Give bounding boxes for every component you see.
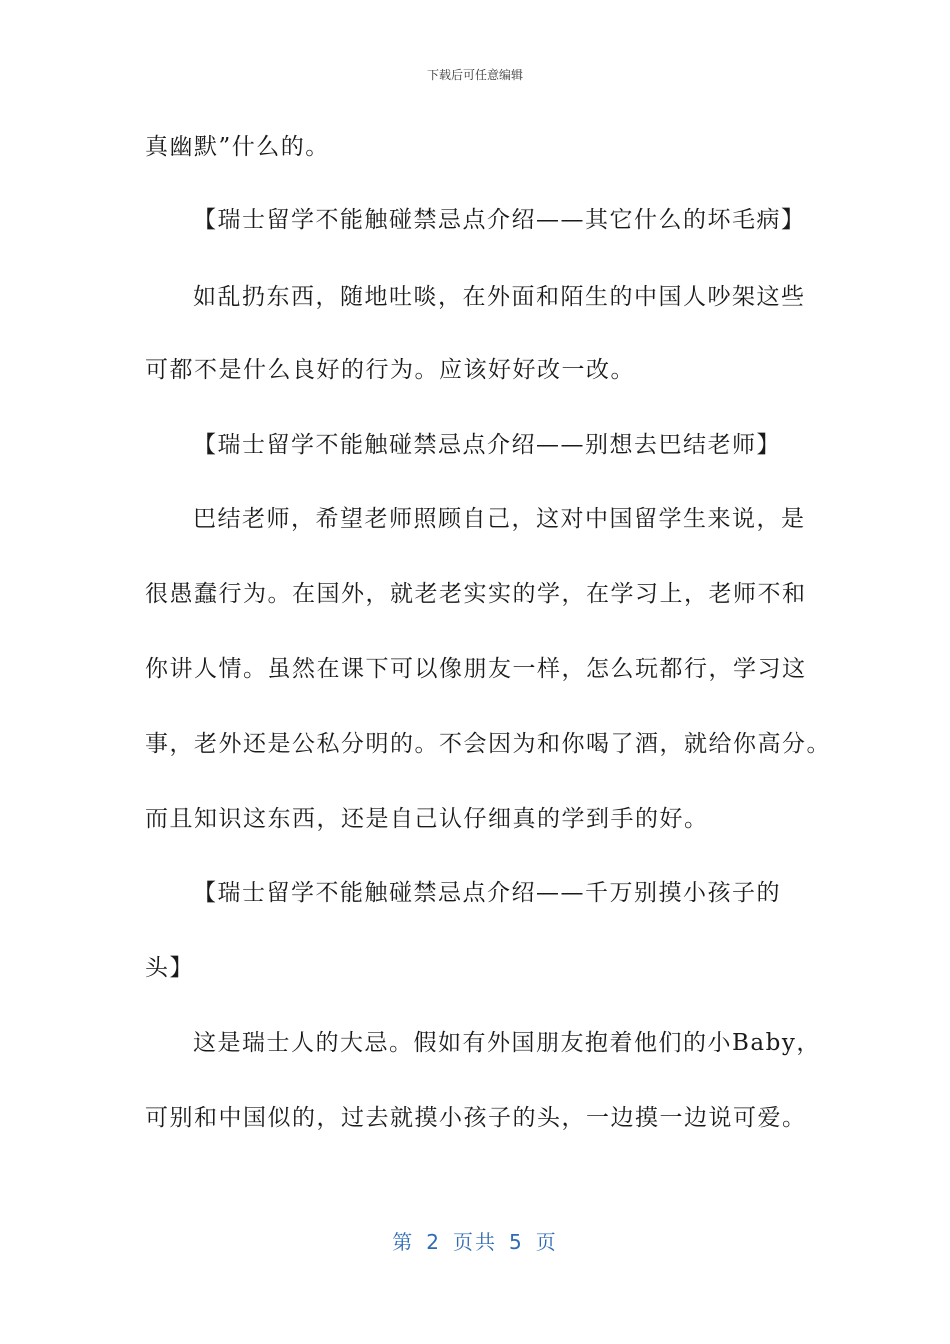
page-footer: [0, 1226, 950, 1255]
footer-total-pages: 5: [509, 1230, 524, 1254]
footer-page-number: 2: [426, 1230, 441, 1254]
section-heading: 【瑞士留学不能触碰禁忌点介绍——千万别摸小孩子的: [193, 880, 781, 906]
paragraph-line: 很愚蠢行为。在国外，就老老实实的学，在学习上，老师不和: [145, 581, 807, 607]
paragraph-line: 可都不是什么良好的行为。应该好好改一改。: [145, 357, 635, 383]
section-heading: 【瑞士留学不能触碰禁忌点介绍——其它什么的坏毛病】: [193, 207, 806, 233]
footer-suffix: 页: [535, 1230, 558, 1254]
paragraph-line: 如乱扔东西，随地吐啖，在外面和陌生的中国人吵架这些: [193, 284, 806, 310]
section-heading: 【瑞士留学不能触碰禁忌点介绍——别想去巴结老师】: [193, 432, 781, 458]
page-header: 下载后可任意编辑: [426, 68, 523, 82]
paragraph-line: 这是瑞士人的大忌。假如有外国朋友抱着他们的小Baby，: [193, 1030, 821, 1056]
footer-middle: 页共: [453, 1230, 497, 1254]
paragraph-line: 而且知识这东西，还是自己认仔细真的学到手的好。: [145, 806, 709, 832]
paragraph-line: 巴结老师，希望老师照顾自己，这对中国留学生来说，是: [193, 506, 806, 532]
paragraph-line: 你讲人情。虽然在课下可以像朋友一样，怎么玩都行，学习这: [145, 656, 807, 682]
section-heading-continued: 头】: [145, 955, 194, 981]
paragraph-line: 可别和中国似的，过去就摸小孩子的头，一边摸一边说可爱。: [145, 1105, 807, 1131]
paragraph-line: 真幽默”什么的。: [145, 134, 330, 160]
paragraph-line: 事，老外还是公私分明的。不会因为和你喝了酒，就给你高分。: [145, 731, 831, 757]
footer-prefix: 第: [392, 1230, 415, 1254]
